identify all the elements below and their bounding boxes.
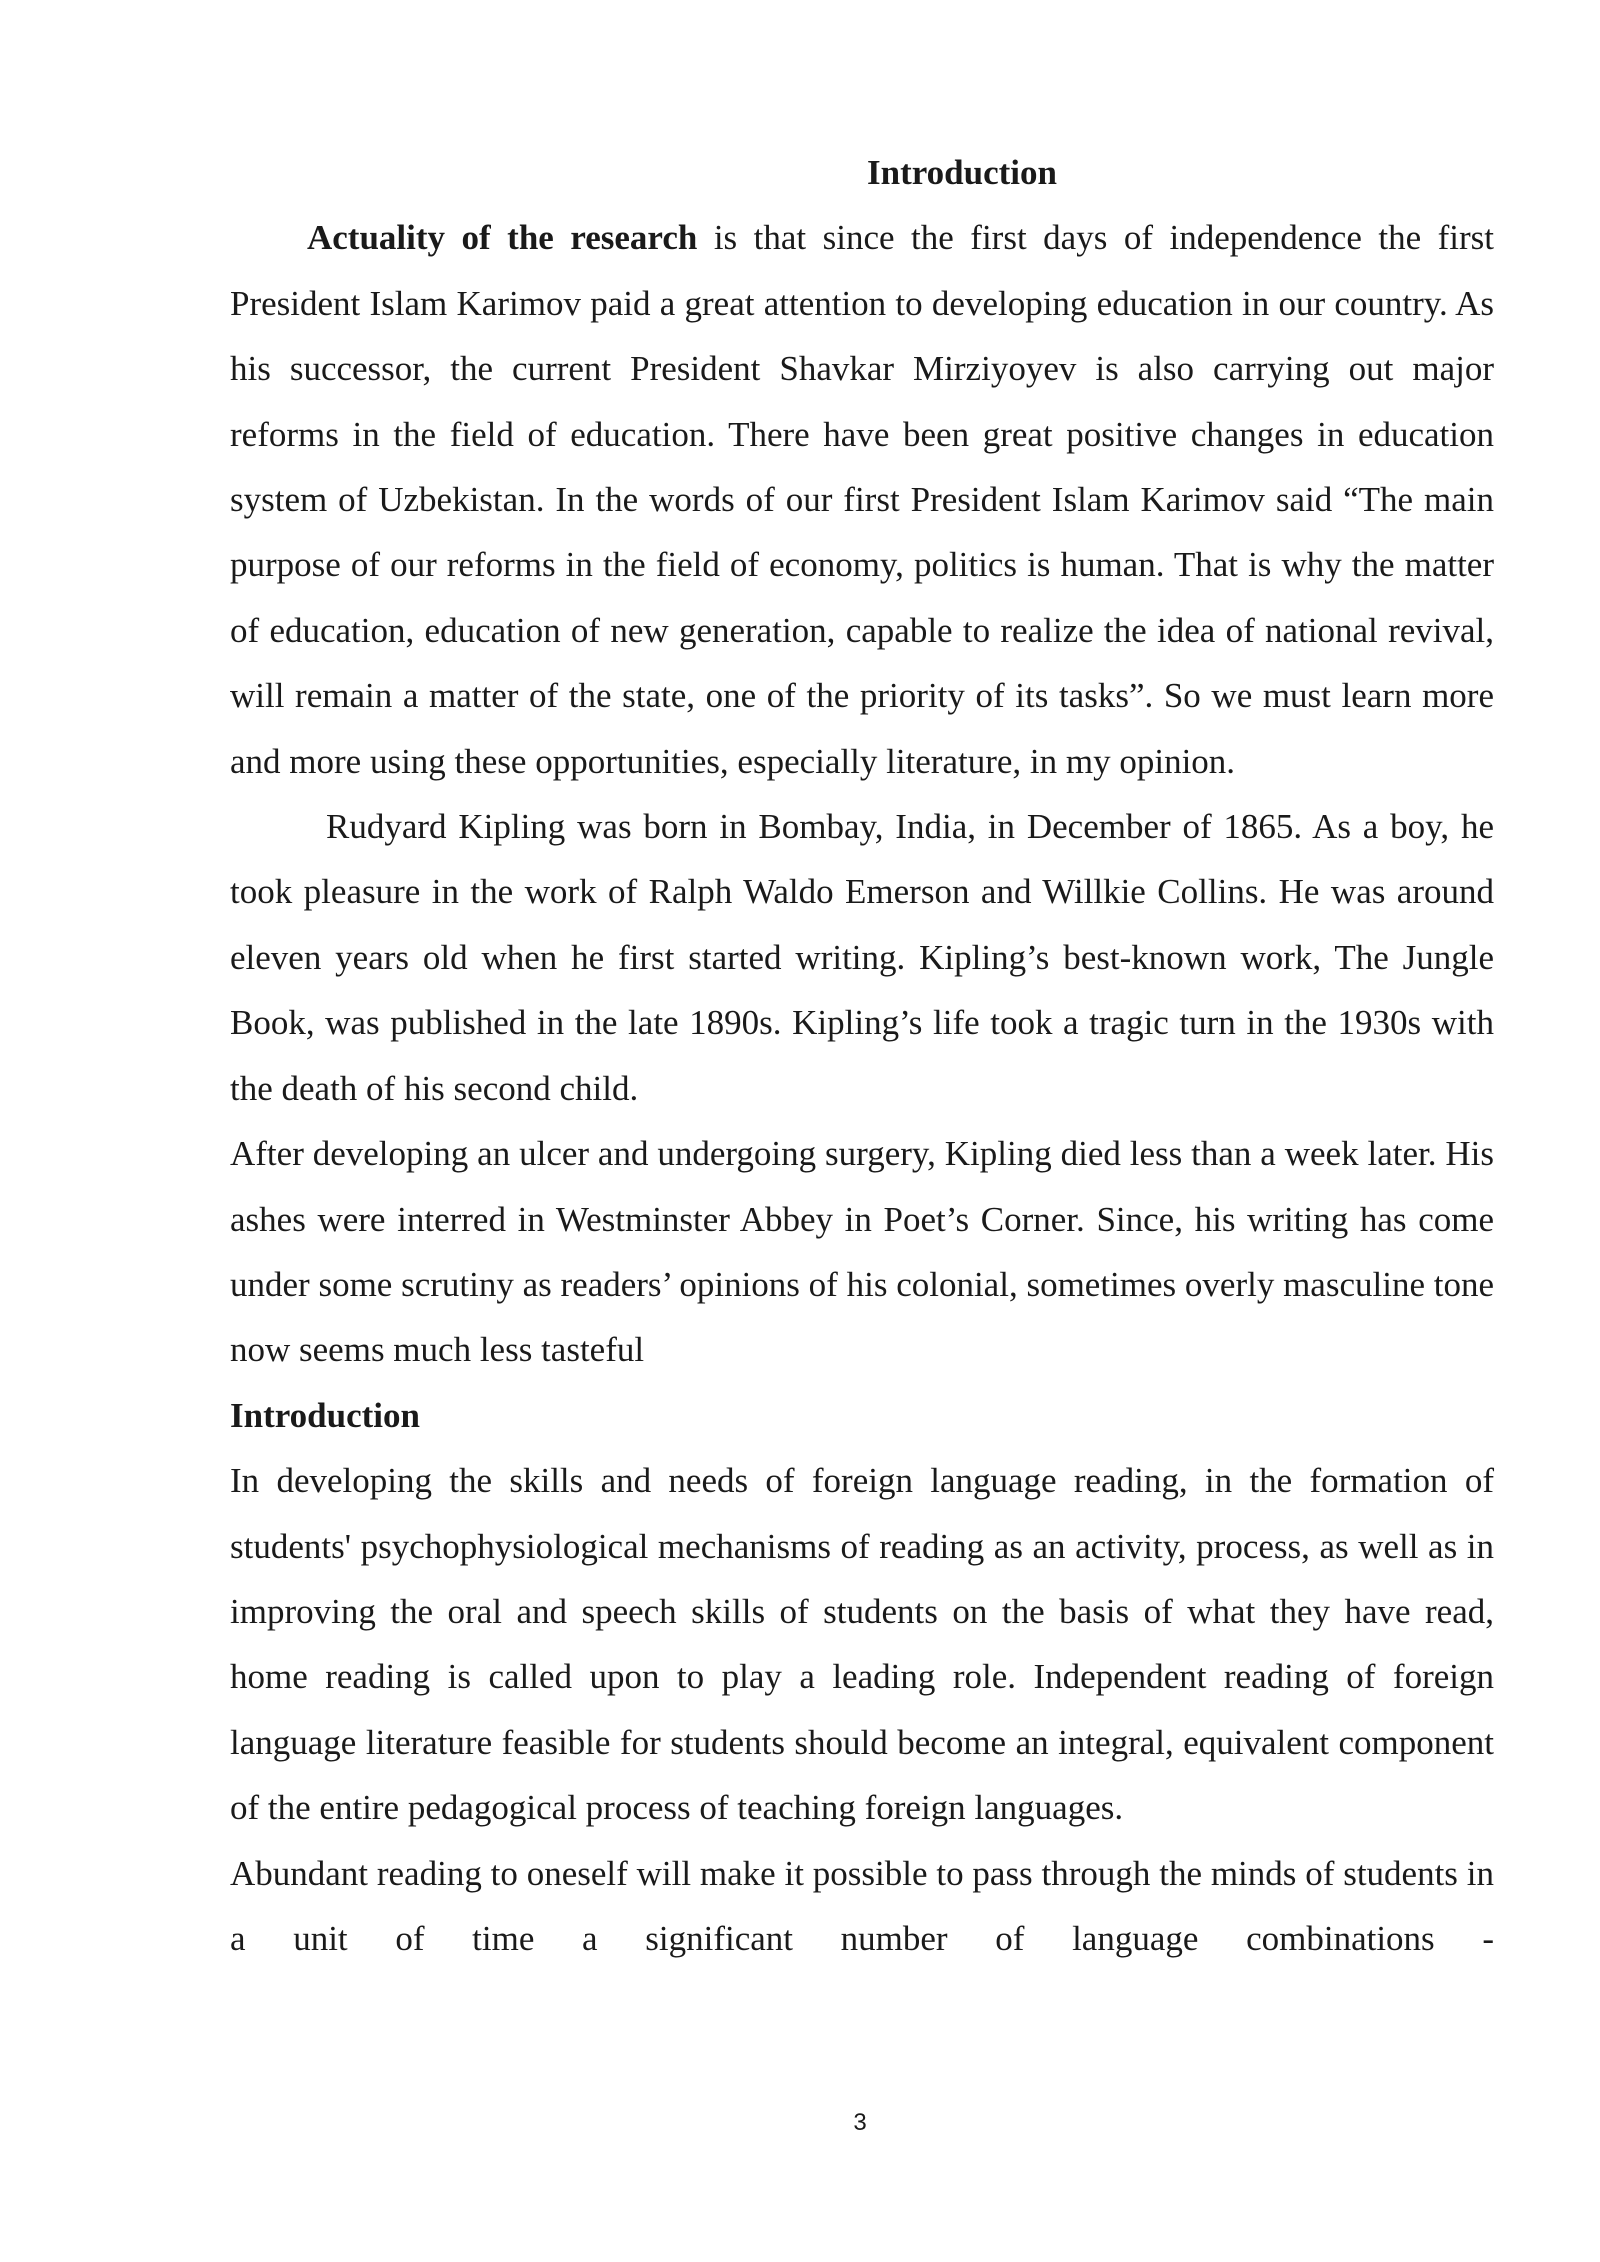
page-title: Introduction <box>867 153 1057 192</box>
page-number: 3 <box>853 2109 867 2136</box>
abundant-reading-paragraph: Abundant reading to oneself will make it possible to pass through the minds of students in a unit of time a significant number of language combinations - <box>230 1853 1494 1958</box>
page-body <box>230 140 1494 1971</box>
actuality-lead: Actuality of the research <box>307 218 698 258</box>
kipling-death-paragraph: After developing an ulcer and undergoing surgery, Kipling died less than a week later. His ashes were interred in Westminster Abbey in Poet’s Corner. Since, his writing has come under some scrutiny as readers’ opinions of his colonial, sometimes overly masculine tone now seems much less tasteful <box>230 1134 1494 1370</box>
actuality-paragraph <box>230 205 1494 794</box>
kipling-bio-paragraph: Rudyard Kipling was born in Bombay, India, in December of 1865. As a boy, he took pleasure in the work of Ralph Waldo Emerson and Willkie Collins. He was around eleven years old when he first started writing. Kipling’s best-known work, The Jungle Book, was published in the late 1890s. Kipling’s life took a tragic turn in the 1930s with the death of his second child. <box>230 807 1494 1108</box>
actuality-text: is that since the first days of independence the first President Islam Karimov paid a great attention to developing education in our country. As his successor, the current President Shavkar Mirziyoyev is also carrying out major reforms in the field of education. There have been great positive changes in education system of Uzbekistan. In the words of our first President Islam Karimov said “The main purpose of our reforms in the field of economy, politics is human. That is why the matter of education, education of new generation, capable to realize the idea of national revival, will remain a matter of the state, one of the priority of its tasks”. So we must learn more and more using these opportunities, especially literature, in my opinion. <box>230 218 1494 781</box>
section-heading: Introduction <box>230 1395 420 1435</box>
reading-role-paragraph: In developing the skills and needs of foreign language reading, in the formation of students' psychophysiological mechanisms of reading as an activity, process, as well as in improving the oral and speech skills of students on the basis of what they have read, home reading is called upon to play a leading role. Independent reading of foreign language literature feasible for students should become an integral, equivalent component of the entire pedagogical process of teaching foreign languages. <box>230 1461 1494 1828</box>
